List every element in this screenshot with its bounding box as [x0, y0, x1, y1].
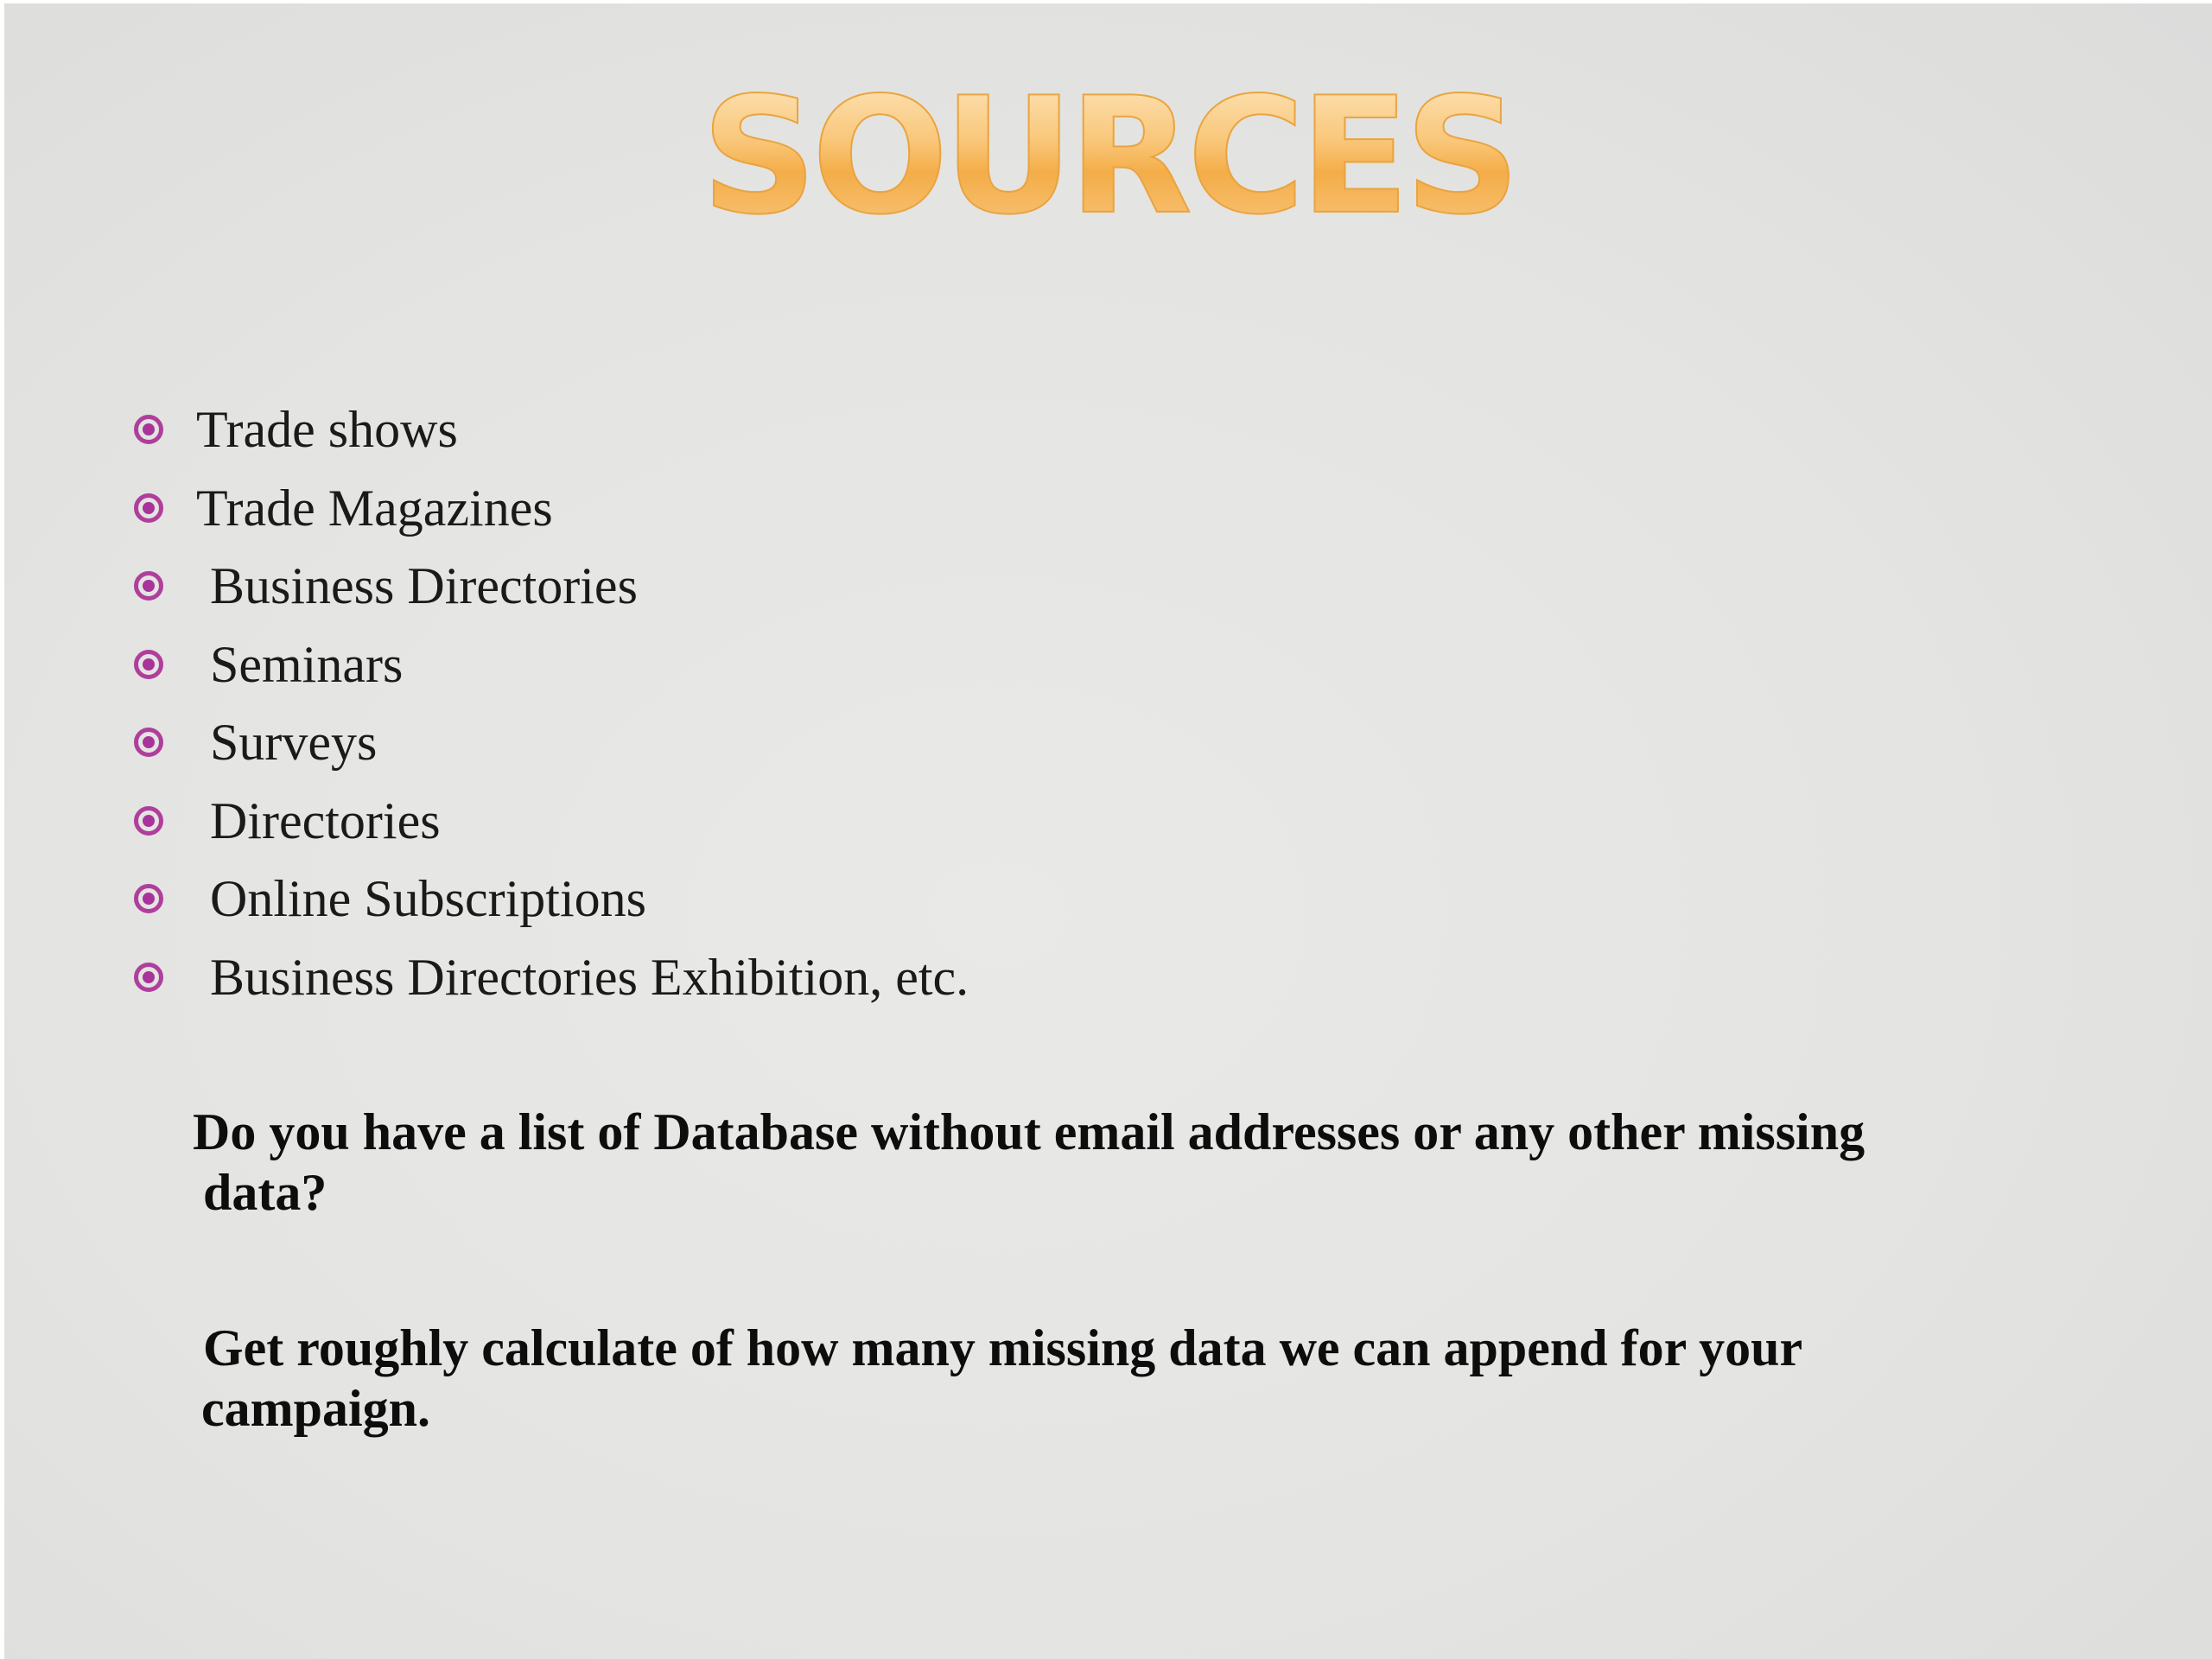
question-paragraph	[193, 1102, 2042, 1223]
list-item	[134, 938, 969, 1017]
slide	[4, 3, 2212, 1659]
list-item	[134, 860, 969, 938]
list-item-label: Directories	[210, 791, 441, 849]
list-item	[134, 469, 969, 548]
radio-bullet-icon	[134, 650, 163, 679]
radio-bullet-icon	[134, 728, 163, 757]
list-item	[134, 547, 969, 626]
offer-line-2: campaign.	[201, 1380, 431, 1437]
list-item	[134, 626, 969, 704]
list-item-label: Seminars	[210, 635, 404, 693]
slide-title: SOURCES	[4, 76, 2212, 237]
radio-bullet-icon	[134, 571, 163, 601]
list-item-label: Online Subscriptions	[210, 870, 646, 927]
list-item	[134, 782, 969, 861]
list-item-label: Business Directories Exhibition, etc.	[210, 948, 969, 1006]
radio-bullet-icon	[134, 963, 163, 992]
radio-bullet-icon	[134, 415, 163, 444]
question-line-1: Do you have a list of Database without email addresses or any other missing	[193, 1103, 1866, 1160]
list-item	[134, 391, 969, 469]
list-item-label: Business Directories	[210, 557, 638, 614]
list-item-label: Surveys	[210, 714, 378, 771]
offer-paragraph	[203, 1318, 2052, 1439]
offer-line-1: Get roughly calculate of how many missing data we can append for your	[203, 1319, 1803, 1376]
list-item	[134, 703, 969, 782]
sources-list	[134, 391, 969, 1016]
list-item-label: Trade Magazines	[196, 479, 553, 537]
title-area	[4, 3, 2212, 263]
list-item-label: Trade shows	[196, 401, 458, 458]
radio-bullet-icon	[134, 806, 163, 836]
question-line-2: data?	[203, 1164, 327, 1221]
radio-bullet-icon	[134, 884, 163, 913]
radio-bullet-icon	[134, 493, 163, 523]
